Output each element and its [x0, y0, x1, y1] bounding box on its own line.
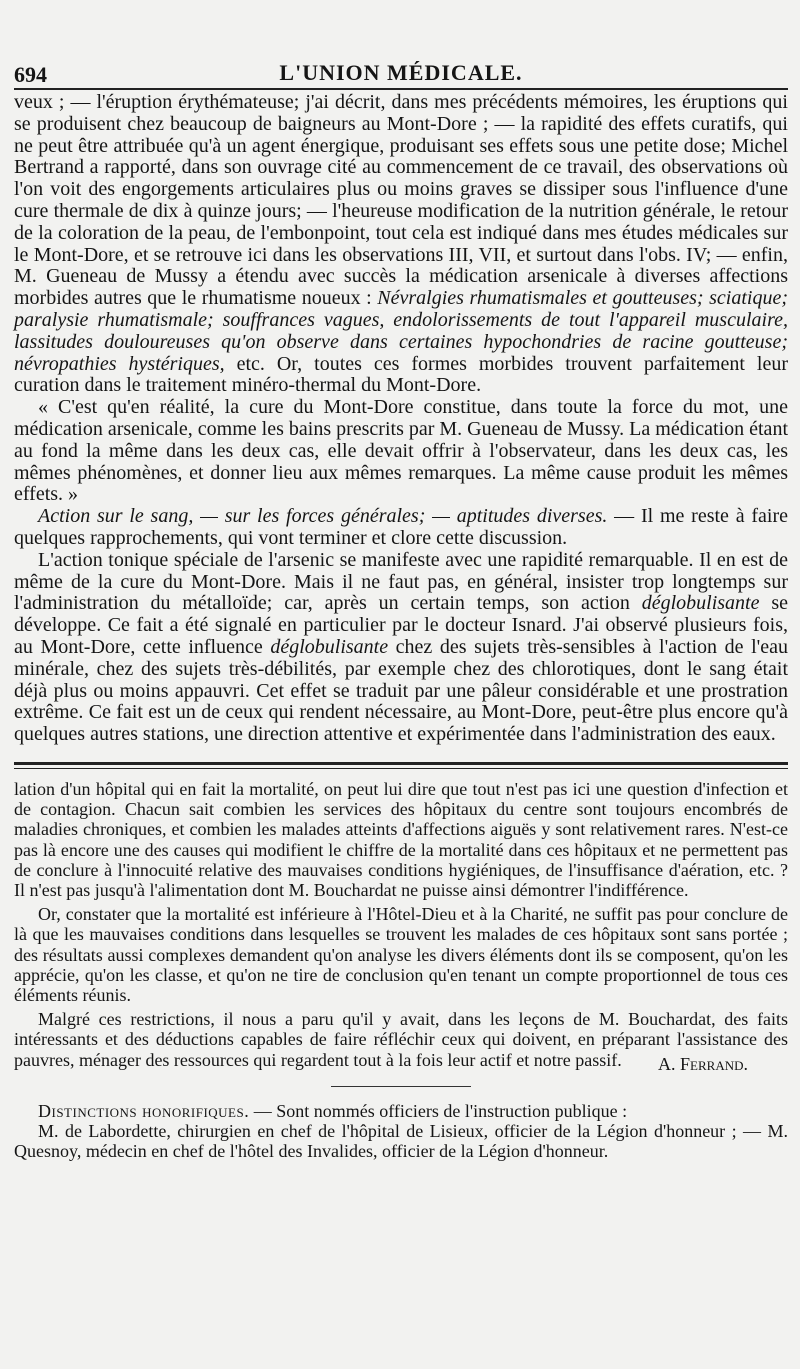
feuilleton-paragraph: lation d'un hôpital qui en fait la mortalité, on peut lui dire que tout n'est pas ici une question d'infection et de contagion. Chacun sait combien les services des hôpitaux du centre sont toujours encombrés de maladies chroniques, et combien les malades atteints d'affections aiguës y sont relativement rares. N'est-ce pas là encore une des causes qui modifient le chiffre de la mortalité dans ces hôpitaux et ne permettent pas de conclure à l'innocuité relative des mauvaises conditions hygiéniques, de l'insuffisance d'aération, etc. ? Il n'est pas jusqu'à l'alimentation dont M. Bouchardat ne puisse ainsi démontrer l'indifférence. — [14, 778, 788, 900]
article-paragraph: Action sur le sang, — sur les forces générales; — aptitudes diverses. — Il me reste à faire quelques rapprochements, qui vont terminer et clore cette discussion. — [14, 505, 788, 549]
feuilleton-paragraph: Or, constater que la mortalité est inférieure à l'Hôtel-Dieu et à la Charité, ne suffit pas pour conclure de là que les mauvaises conditions dans lesquelles se trouvent les malades de ces hôpitaux sont sans portée ; des résultats aussi complexes demandent qu'on analyse les divers éléments dont ils se composent, qu'on les apprécie, qu'on les classe, et qu'on ne tire de conclusion qu'en tenant un compte proportionnel de tous ces éléments réunis. — [14, 904, 788, 1005]
notice-paragraph: M. de Labordette, chirurgien en chef de l'hôpital de Lisieux, officier de la Légion d'honneur ; — M. Quesnoy, médecin en chef de l'hôtel des Invalides, officier de la Légion d'honneur. — [14, 1121, 788, 1162]
journal-title: L'UNION MÉDICALE. — [279, 60, 523, 85]
feuilleton-separator — [14, 762, 788, 769]
notice-paragraph: Distinctions honorifiques. — Sont nommés officiers de l'instruction publique : — [38, 1100, 628, 1121]
notice-heading: Distinctions honorifiques. — [38, 1100, 250, 1121]
header-rule — [14, 88, 788, 90]
article-paragraph: veux ; — l'éruption érythémateuse; j'ai décrit, dans mes précédents mémoires, les éruptions qui se produisent chez beaucoup de baigneurs au Mont-Dore ; — la rapidité des effets curatifs, qui ne peut être attribuée qu'à un agent énergique, produisant ses effets sous une petite dose; Michel Bertrand a rapporté, dans son ouvrage cité au commencement de ce travail, des observations où l'on voit des engorgements articulaires plus ou moins graves se dissiper sous l'influence d'une cure thermale de dix à quinze jours; — l'heureuse modification de la nutrition générale, le retour de la coloration de la peau, de l'embonpoint, tout cela est indiqué dans mes études médicales sur le Mont-Dore, et se retrouve ici dans les observations III, VII, et surtout dans l'obs. IV; — enfin, M. Gueneau de Mussy a étendu avec succès la médication arsenicale à diverses affections morbides autres que le rhumatisme noueux : Névralgies rhumatismales et goutteuses; sciatique; paralysie rhumatismale; souffrances vagues, endolorissements de tout l'appareil musculaire, lassitudes douloureuses qu'on observe dans certaines hypochondries de racine goutteuse; névropathies hystériques, etc. Or, toutes ces formes morbides trouvent parfaitement leur curation dans le traitement minéro-thermal du Mont-Dore. — [14, 91, 789, 397]
main-article — [14, 92, 788, 746]
section-divider — [331, 1086, 471, 1087]
page-number: 694 — [14, 62, 47, 87]
page-header — [14, 52, 788, 88]
author-signature: A. Ferrand. — [658, 1053, 748, 1074]
article-paragraph: « C'est qu'en réalité, la cure du Mont-Dore constitue, dans toute la force du mot, une médication arsenicale, comme les bains prescrits par M. Gueneau de Mussy. La médication étant au fond la même dans les deux cas, elle devait offrir à l'observateur, dans les deux cas, les mêmes phénomènes, et donner lieu aux mêmes remarques. La même cause produit les mêmes effets. » — [14, 396, 788, 506]
feuilleton-paragraph: Malgré ces restrictions, il nous a paru qu'il y avait, dans les leçons de M. Bouchardat, des faits intéressants et des déductions capables de faire réfléchir ceux qui doivent, en préparant l'assistance des pauvres, ménager des ressources qui regardent tout à la fois leur actif et notre passif. — [14, 1009, 788, 1070]
feuilleton-section — [14, 779, 788, 1074]
article-paragraph: L'action tonique spéciale de l'arsenic se manifeste avec une rapidité remarquable. Il en est de même de la cure du Mont-Dore. Mais il ne faut pas, en général, insister trop longtemps sur l'administration du métalloïde; car, après un certain temps, son action déglobulisante se développe. Ce fait a été signalé en particulier par le docteur Isnard. J'ai observé plusieurs fois, au Mont-Dore, cette influence déglobulisante chez des sujets très-sensibles à l'action de l'eau minérale, chez des sujets très-débilités, par exemple chez des chlorotiques, dont le sang était déjà plus ou moins appauvri. Cet effet se traduit par une pâleur considérable et une prostration extrême. Ce fait est un de ceux qui rendent nécessaire, au Mont-Dore, peut-être plus encore qu'à quelques autres stations, une direction attentive et expérimentée dans l'administration des eaux. — [14, 548, 789, 746]
notice-section — [14, 1101, 788, 1162]
